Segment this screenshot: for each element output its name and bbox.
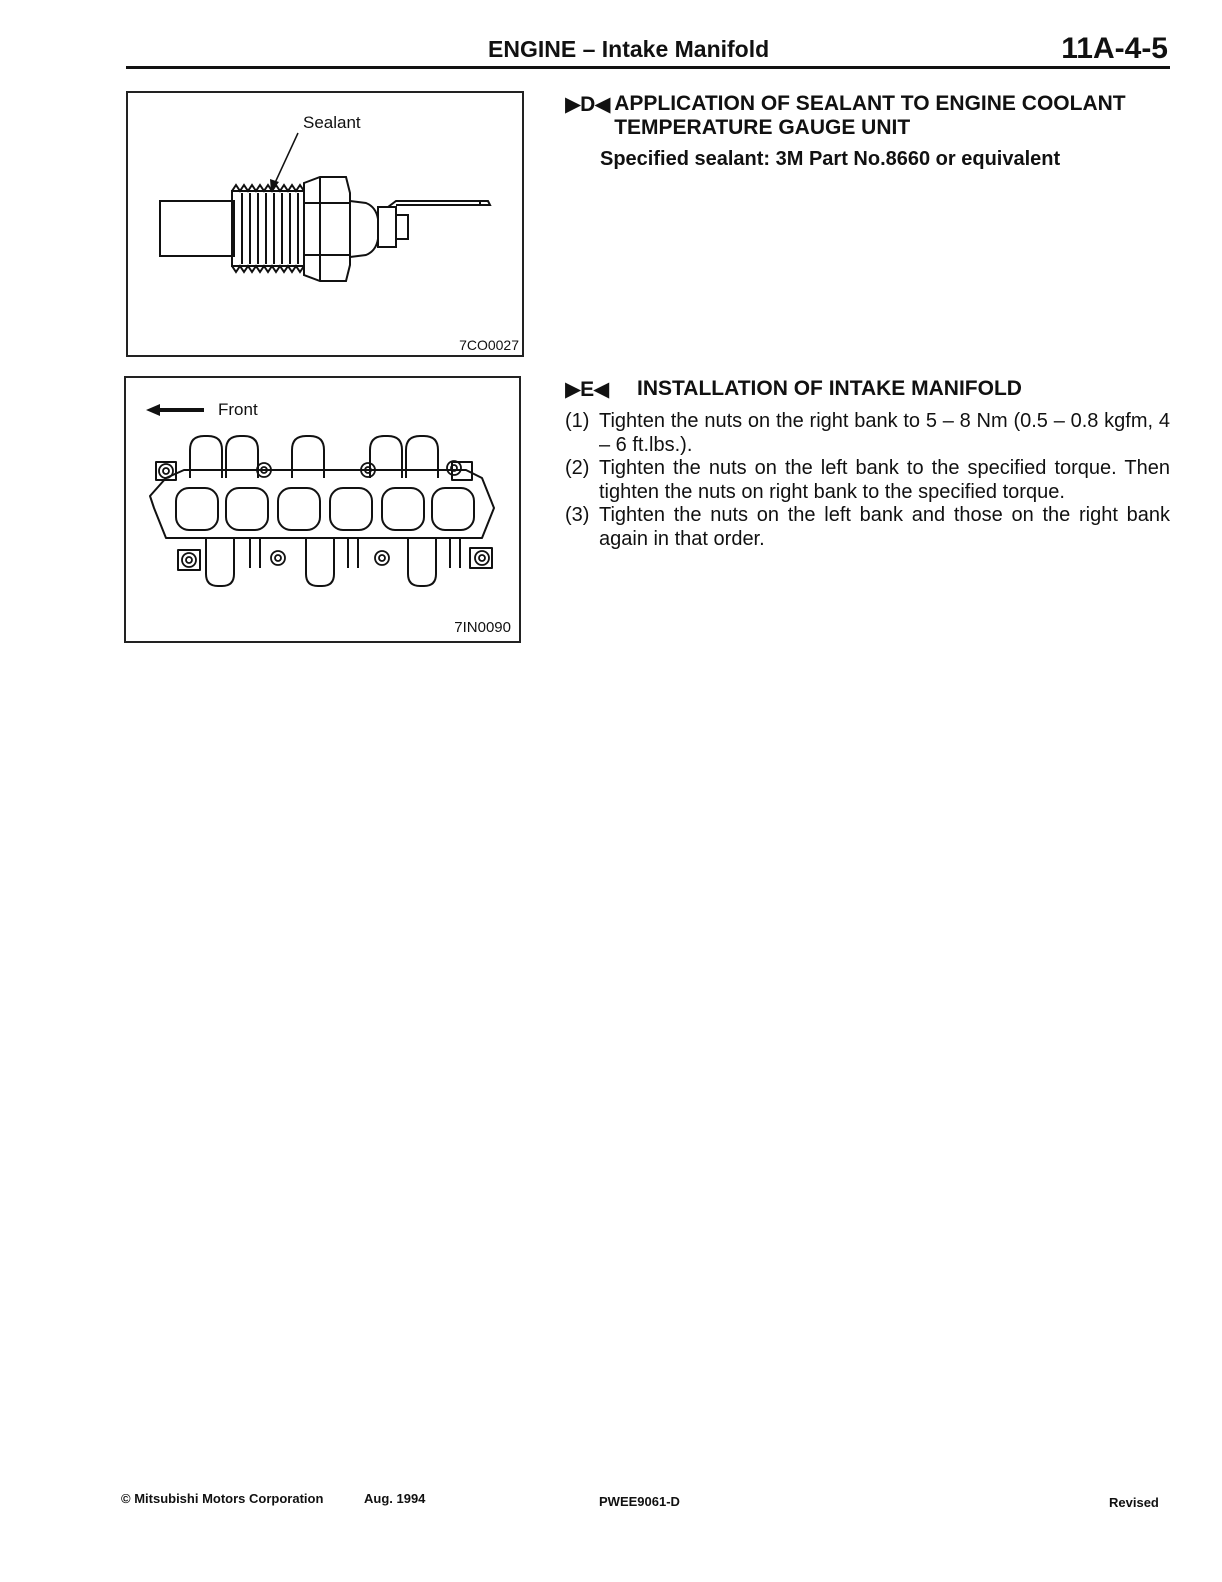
step-number: (2): [565, 457, 590, 479]
step-number: (1): [565, 410, 590, 432]
footer-copyright: © Mitsubishi Motors Corporation: [121, 1491, 324, 1506]
header-title: ENGINE: [488, 36, 577, 62]
front-label: Front: [218, 400, 258, 419]
footer-date: Aug. 1994: [364, 1491, 426, 1506]
step-text: Tighten the nuts on the right bank to 5 – 8 Nm (0.5 – 0.8 kgfm, 4 – 6 ft.lbs.).: [599, 410, 1170, 456]
specified-sealant: Specified sealant: 3M Part No.8660 or equivalent: [600, 148, 1061, 170]
footer-status: Revised: [1109, 1495, 1159, 1510]
step-text: Tighten the nuts on the left bank to the specified torque. Then tighten the nuts on right bank to the specified torque.: [599, 457, 1170, 503]
manifold-drawing: [126, 378, 519, 641]
header-subtitle: Intake Manifold: [601, 36, 770, 62]
page-number: 11A-4-5: [1061, 32, 1168, 65]
figure-code: 7IN0090: [454, 619, 511, 636]
sealant-label: Sealant: [303, 113, 361, 132]
footer-doc-code: PWEE9061-D: [599, 1494, 680, 1509]
step-text: Tighten the nuts on the left bank and those on the right bank again in that order.: [599, 504, 1170, 550]
section-e: [565, 377, 1170, 551]
step-number: (3): [565, 504, 590, 526]
step-item: [565, 457, 1170, 504]
step-item: [565, 504, 1170, 551]
section-e-title: INSTALLATION OF INTAKE MANIFOLD: [637, 377, 1022, 400]
page-title: [488, 36, 769, 63]
section-d-mark: ▶D◀: [565, 93, 610, 116]
figure-sensor: [126, 91, 524, 357]
section-e-mark: ▶E◀: [565, 378, 609, 401]
figure-manifold: [124, 376, 521, 643]
header-rule: [126, 66, 1170, 69]
header-dash: –: [582, 36, 596, 62]
step-item: [565, 410, 1170, 457]
section-d-title: APPLICATION OF SEALANT TO ENGINE COOLANT TEMPERATURE GAUGE UNIT: [614, 92, 1126, 139]
figure-code: 7CO0027: [459, 337, 519, 353]
section-d: [565, 92, 1170, 171]
step-list: [565, 410, 1170, 551]
